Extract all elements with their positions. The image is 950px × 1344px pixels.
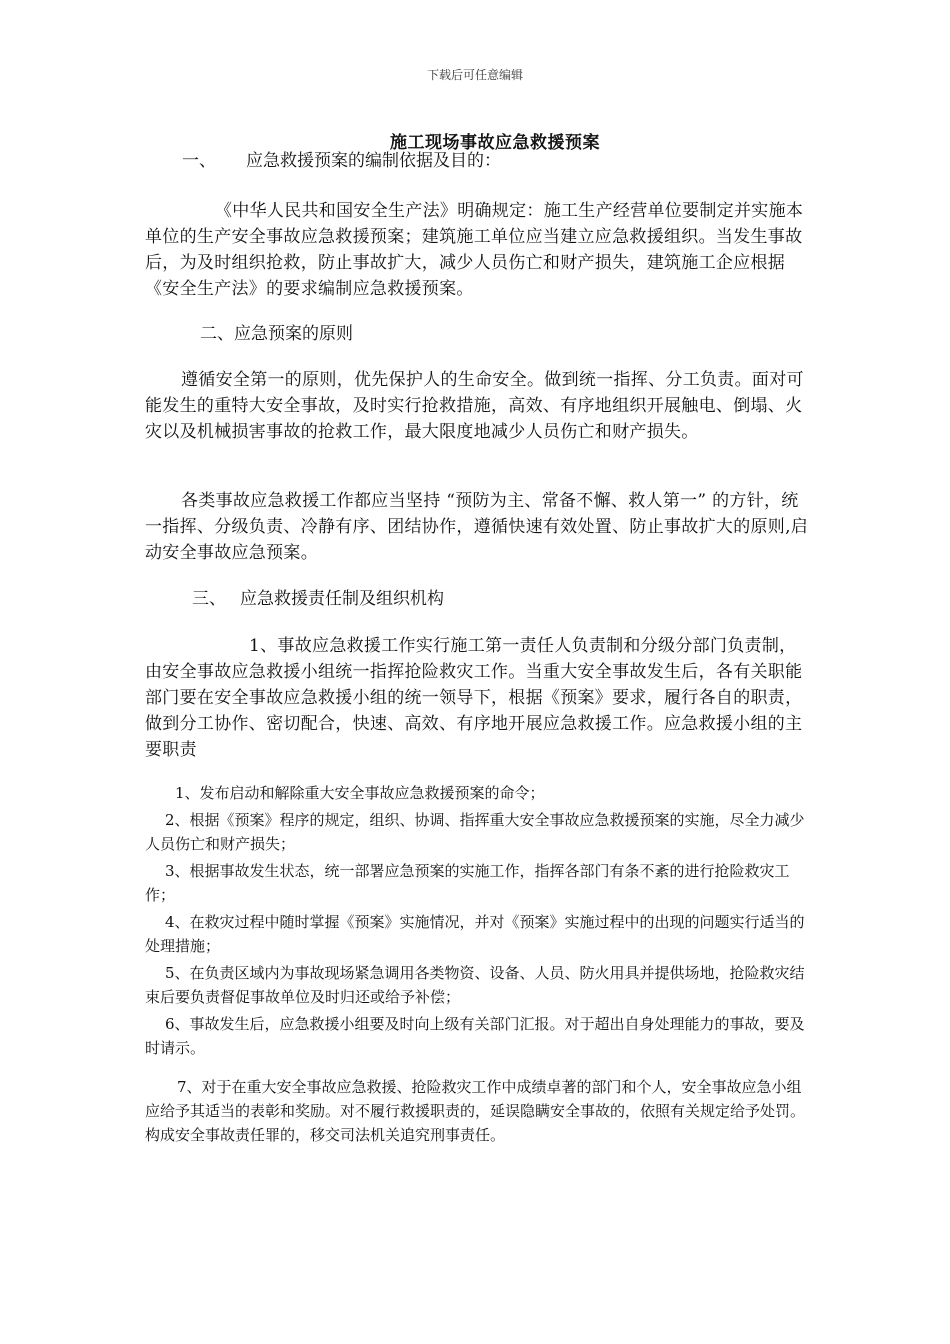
header-note: 下载后可任意编辑 [426,68,523,82]
duty-7: 7、对于在重大安全事故应急救援、抢险救灾工作中成绩卓著的部门和个人，安全事故应急小组应给予其适当的表彰和奖励。对不履行救援职责的，延误隐瞒安全事故的，依照有关规定给予处罚。构成安全事故责任罪的，移交司法机关追究刑事责任。 [145,1078,806,1144]
list-item: 6、事故发生后，应急救援小组要及时向上级有关部门汇报。对于超出自身处理能力的事故，要及时请示。 [145,1015,805,1057]
section3-paragraph: 1、事故应急救援工作实行施工第一责任人负责制和分级分部门负责制，由安全事故应急救援小组统一指挥抢险救灾工作。当重大安全事故发生后，各有关职能部门要在安全事故应急救援小组的统一领导下，根据《预案》要求，履行各自的职责，做到分工协作、密切配合，快速、高效、有序地开展应急救援工作。应急救援小组的主要职责 [145,636,803,760]
section3-heading-text: 应急救援责任制及组织机构 [240,589,444,609]
section1-heading-text: 应急救援预案的编制依据及目的： [246,151,501,171]
list-item: 1、发布启动和解除重大安全事故应急救援预案的命令； [175,784,545,802]
list-item: 2、根据《预案》程序的规定，组织、协调、指挥重大安全事故应急救援预案的实施，尽全力减少人员伤亡和财产损失； [145,811,805,853]
document-title: 施工现场事故应急救援预案 [390,133,600,153]
section1-paragraph: 《中华人民共和国安全生产法》明确规定：施工生产经营单位要制定并实施本单位的生产安全事故应急救援预案；建筑施工单位应当建立应急救援组织。当发生事故后，为及时组织抢救，防止事故扩大，减少人员伤亡和财产损失，建筑施工企应根据《安全生产法》的要求编制应急救援预案。 [145,201,804,299]
section2-paragraph2: 各类事故应急救援工作都应当坚持 “预防为主、常备不懈、救人第一” 的方针，统一指挥、分级负责、冷静有序、团结协作，遵循快速有效处置、防止事故扩大的原则,启动安全事故应急预案。 [145,491,809,563]
section2-heading: 二、应急预案的原则 [200,324,353,344]
list-item: 4、在救灾过程中随时掌握《预案》实施情况，并对《预案》实施过程中的出现的问题实行适当的处理措施； [145,913,805,955]
section3-heading [192,586,444,612]
section1-heading [182,148,501,174]
section1-number: 一、 [182,151,216,171]
section2-paragraph1: 遵循安全第一的原则，优先保护人的生命安全。做到统一指挥、分工负责。面对可能发生的重特大安全事故，及时实行抢救措施，高效、有序地组织开展触电、倒塌、火灾以及机械损害事故的抢救工作，最大限度地减少人员伤亡和财产损失。 [145,370,804,442]
list-item: 5、在负责区域内为事故现场紧急调用各类物资、设备、人员、防火用具并提供场地，抢险救灾结束后要负责督促事故单位及时归还或给予补偿； [145,964,805,1006]
list-item: 3、根据事故发生状态，统一部署应急预案的实施工作，指挥各部门有条不紊的进行抢险救灾工作； [145,862,790,904]
section3-number: 三、 [192,589,226,609]
duties-list [145,781,810,1060]
